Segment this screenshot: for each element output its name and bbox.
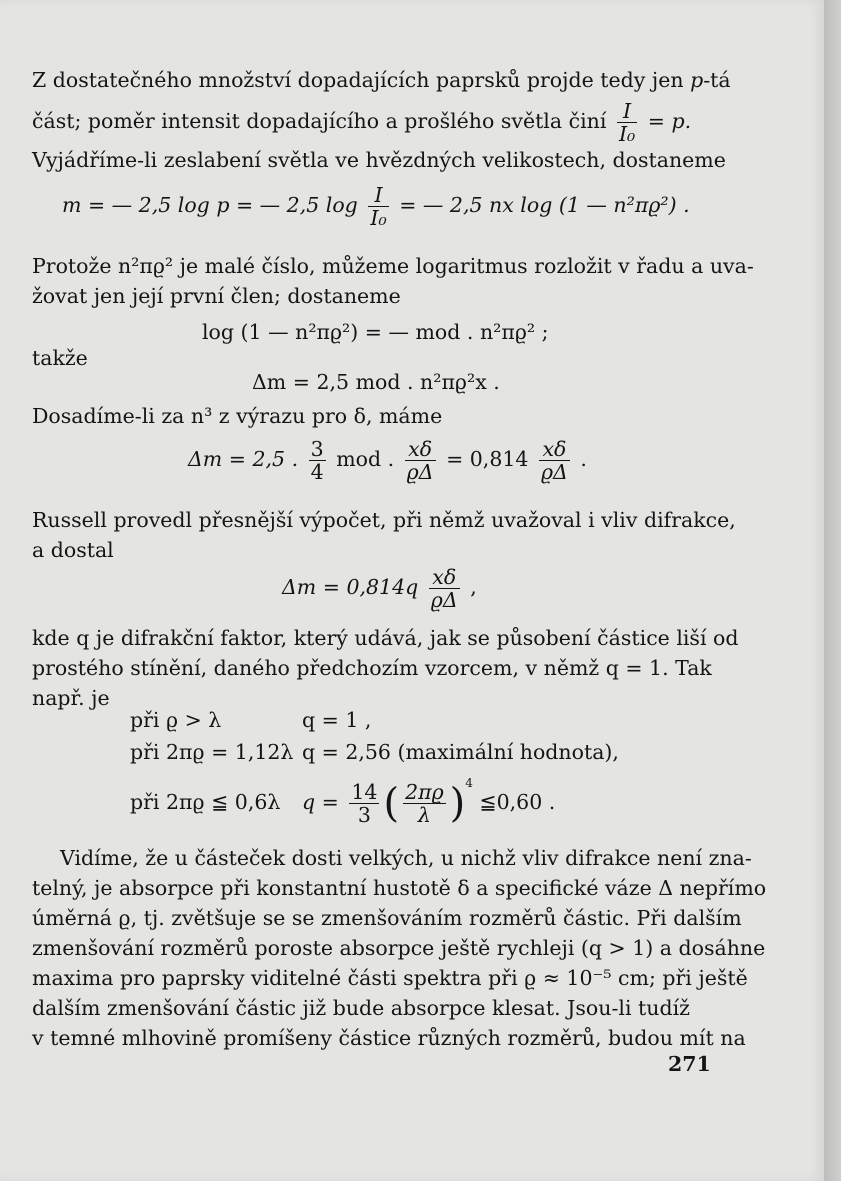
text-line: v temné mlhovině promíšeny částice různých rozměrů, budou mít na <box>32 1026 746 1050</box>
text-line: a dostal <box>32 538 114 562</box>
text-line: zmenšování rozměrů poroste absorpce ještě rychleji (q > 1) a dosáhne <box>32 936 766 960</box>
text-line: Protože n²πϱ² je malé číslo, můžeme logaritmus rozložit v řadu a uva- <box>32 254 754 278</box>
text-line: žovat jen její první člen; dostaneme <box>32 284 401 308</box>
text-line: prostého stínění, daného předchozím vzorcem, v němž q = 1. Tak <box>32 656 712 680</box>
text-line: Z dostatečného množství dopadajících paprsků projde tedy jen p-tá <box>32 68 731 92</box>
text-line: Dosadíme-li za n³ z výrazu pro δ, máme <box>32 404 443 428</box>
equation: log (1 — n²πϱ²) = — mod . n²πϱ² ; <box>202 320 549 344</box>
case-condition: při ϱ > λ <box>130 708 222 732</box>
page-edge-shadow <box>824 0 841 1181</box>
equation: m = — 2,5 log p = — 2,5 log $\frac{I}{\text{I₀}}$ = — 2,5 nx log (1 — n²πϱ²) . <box>62 183 690 230</box>
text-line: úměrná ϱ, tj. zvětšuje se se zmenšováním rozměrů částic. Při dalším <box>32 906 742 930</box>
text-line: Russell provedl přesnější výpočet, při němž uvažoval i vliv difrakce, <box>32 508 736 532</box>
text-line: Vidíme, že u částeček dosti velkých, u nichž vliv difrakce není zna- <box>60 846 752 870</box>
text-line: telný, je absorpce při konstantní hustotě δ a specifické váze Δ nepřímo <box>32 876 767 900</box>
case-value: q = 2,56 (maximální hodnota), <box>302 740 619 764</box>
text-line: maxima pro paprsky viditelné části spektra při ϱ ≈ 10⁻⁵ cm; při ještě <box>32 966 748 990</box>
page-number: 271 <box>668 1052 711 1076</box>
text-line: část; poměr intensit dopadajícího a prošlého světla činí $\frac{I}{\text{I₀}}$ = p. <box>32 99 692 146</box>
equation: Δm = 2,5 mod . n²πϱ²x . <box>252 370 500 394</box>
text-line: dalším zmenšování částic již bude absorpce klesat. Jsou-li tudíž <box>32 996 690 1020</box>
text-line: např. je <box>32 686 110 710</box>
case-condition: při 2πϱ = 1,12λ <box>130 740 294 764</box>
case-condition: při 2πϱ ≦ 0,6λ <box>130 790 281 814</box>
text-line: takže <box>32 346 88 370</box>
text-line: Vyjádříme-li zeslabení světla ve hvězdných velikostech, dostaneme <box>32 148 726 172</box>
text-line: kde q je difrakční faktor, který udává, jak se působení částice liší od <box>32 626 739 650</box>
case-value: q = $\frac{14}{3}$ ( $\frac{2\pi ϱ}{\lambda}$ )$^4$ ≦0,60 . <box>302 776 556 827</box>
fraction: $\frac{I}{\text{I₀}}$ <box>618 99 636 146</box>
equation: Δm = 0,814q $\frac{x\delta}{ϱ\Delta}$ , <box>282 565 477 612</box>
case-value: q = 1 , <box>302 708 372 732</box>
equation: Δm = 2,5 . $\frac{3}{4}$ mod . $\frac{x\delta}{ϱ\Delta}$ = 0,814 $\frac{x\delta}{ϱ\Delta}$ . <box>188 437 587 484</box>
